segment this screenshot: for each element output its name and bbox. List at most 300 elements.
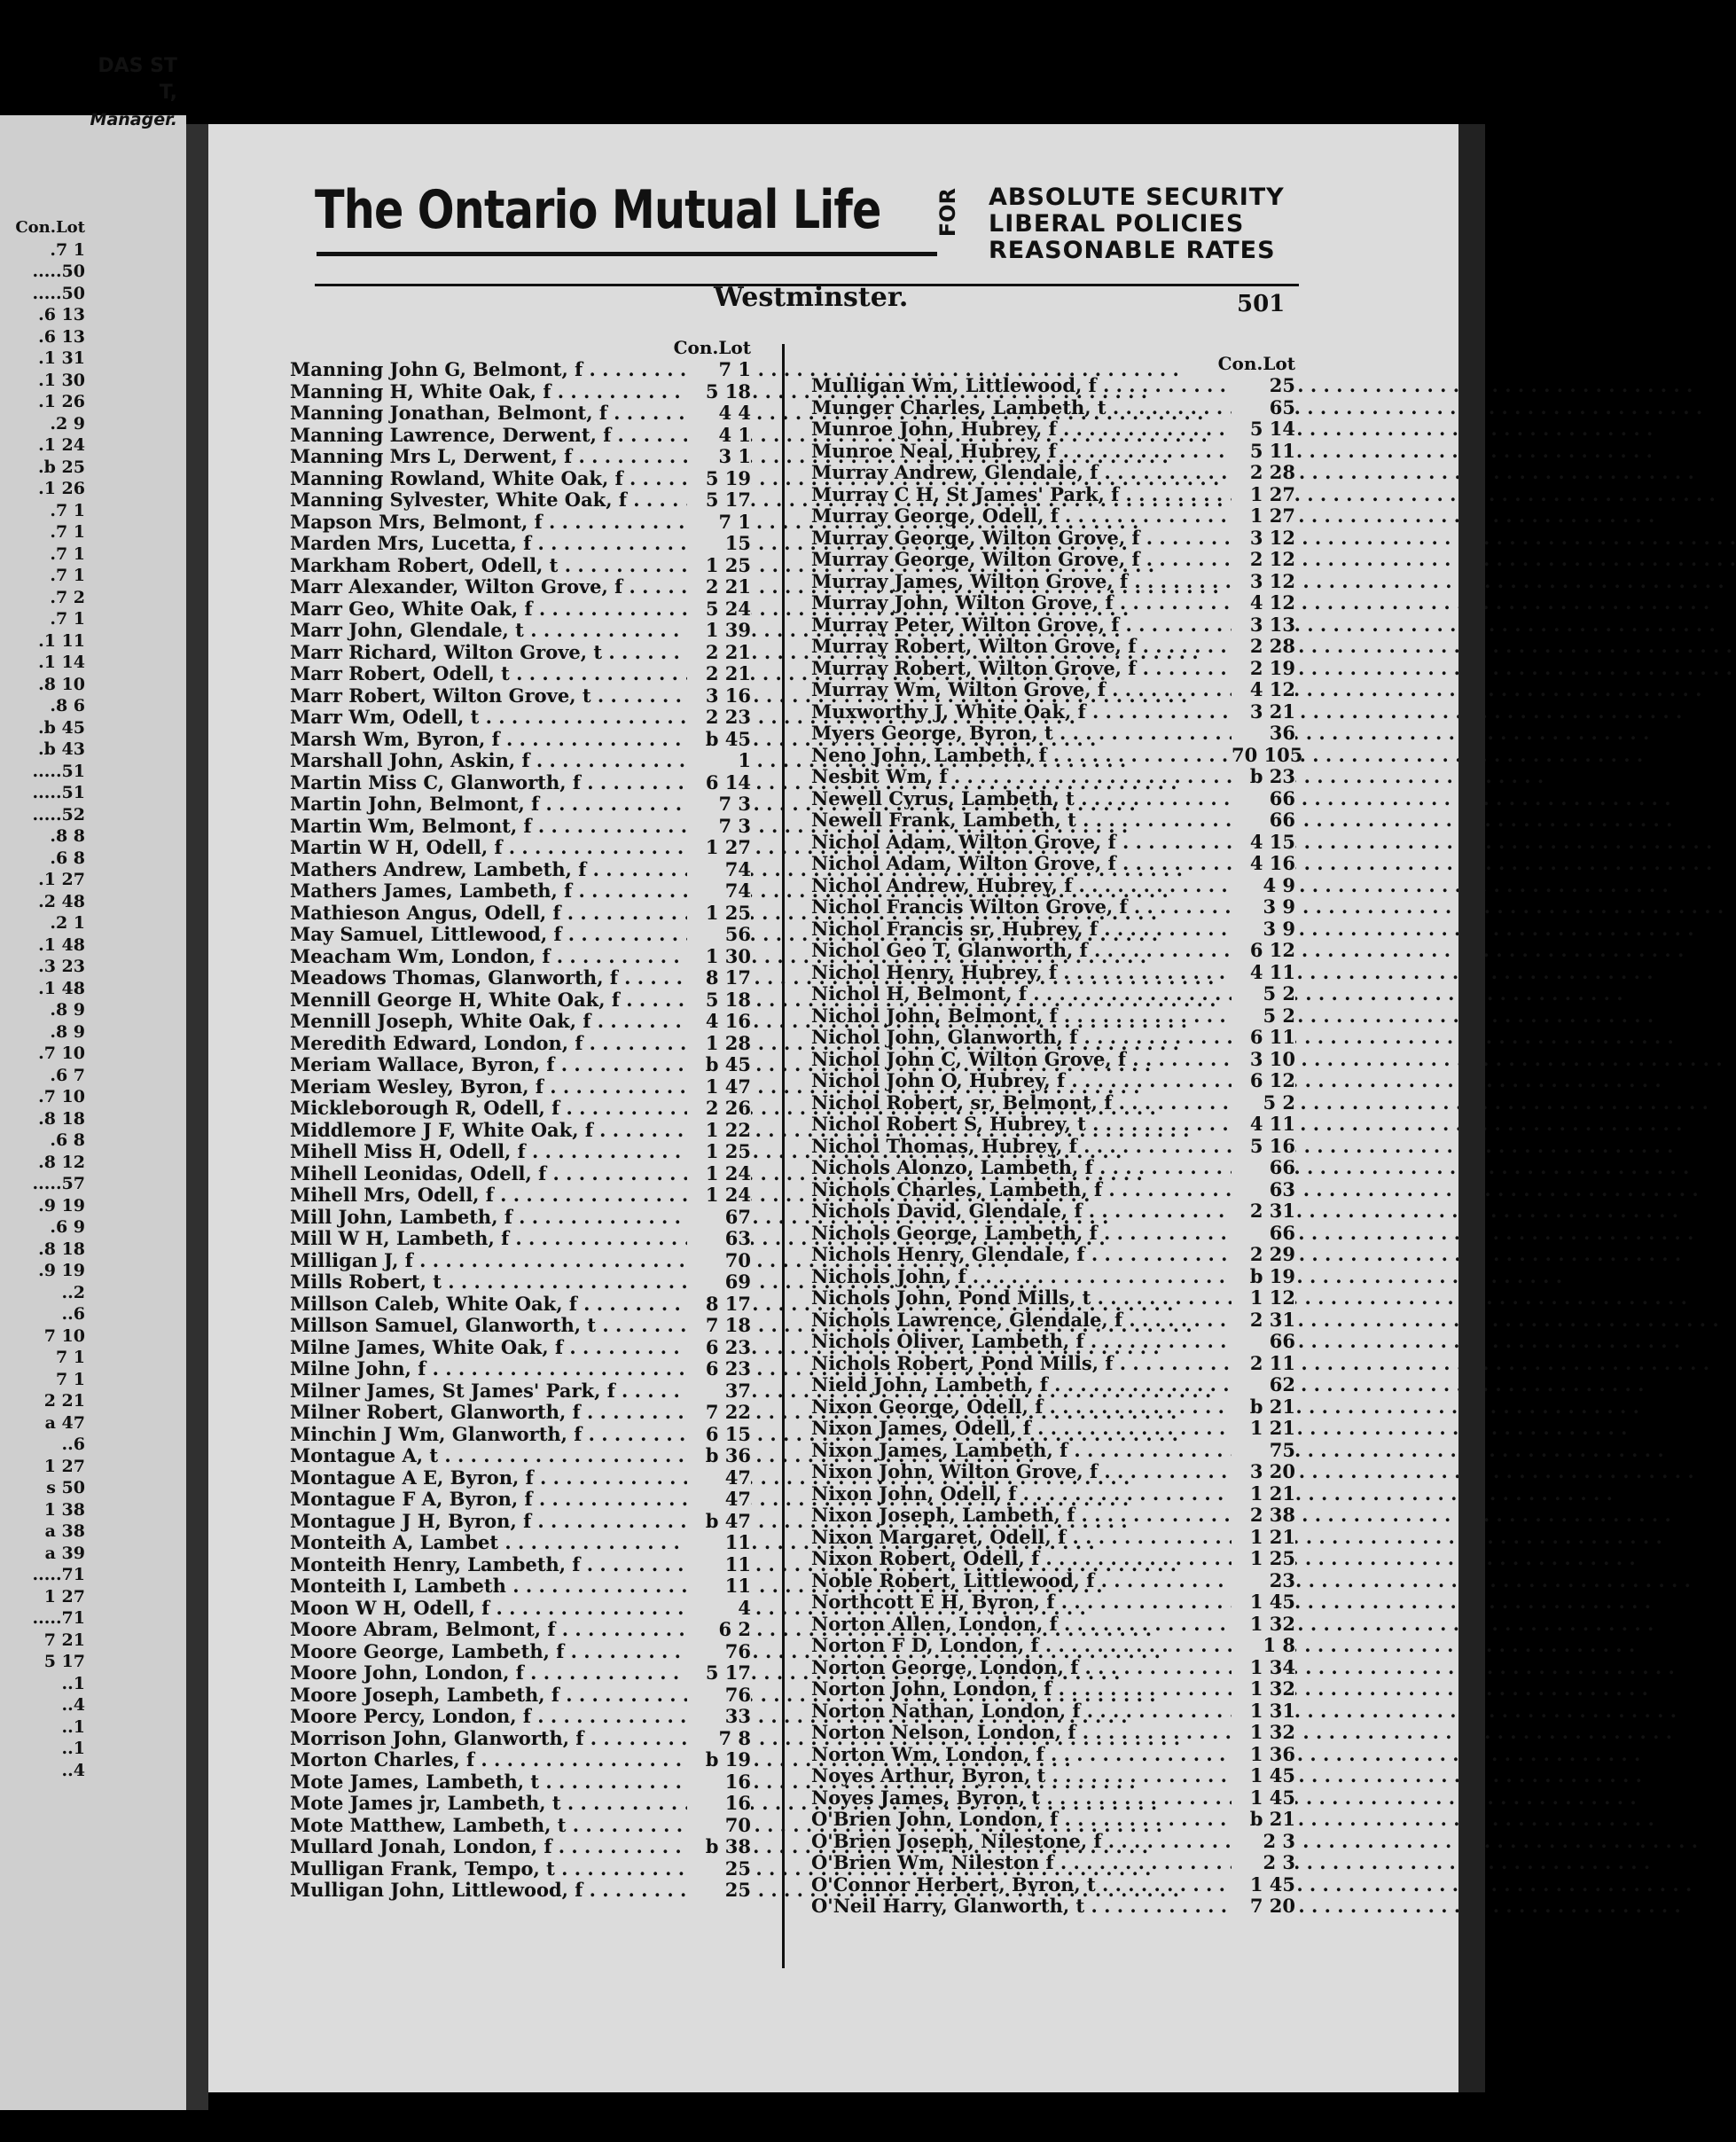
- entry-con-lot: 66: [1232, 1156, 1295, 1178]
- running-title: Westminster.: [714, 282, 909, 313]
- prev-margin-entry: .7 1: [50, 239, 85, 260]
- directory-entry: [811, 1200, 1295, 1221]
- entry-name: Murray Wm, Wilton Grove, f . . .: [811, 678, 1232, 700]
- entry-name: Nixon George, Odell, f . . .: [811, 1395, 1232, 1418]
- entry-con-lot: 1 24: [687, 1184, 751, 1206]
- for-label: FOR: [935, 188, 960, 238]
- entry-name: Manning Rowland, White Oak, f . . .: [290, 467, 687, 489]
- directory-entry: [811, 765, 1295, 786]
- entry-name: Norton Allen, London, f . . .: [811, 1613, 1232, 1635]
- entry-name: Marr Alexander, Wilton Grove, f . . .: [290, 575, 687, 598]
- entry-con-lot: 5 14: [1232, 418, 1295, 440]
- entry-name: Mihell Leonidas, Odell, f . . .: [290, 1162, 687, 1184]
- book-gutter: [186, 124, 208, 2110]
- entry-name: Moore Abram, Belmont, f . . .: [290, 1618, 687, 1640]
- entry-name: Nixon James, Lambeth, f . . .: [811, 1439, 1232, 1461]
- entry-con-lot: 3 21: [1232, 700, 1295, 723]
- entry-con-lot: 1 8: [1232, 1634, 1295, 1656]
- directory-entry: [811, 1721, 1295, 1742]
- directory-entry: [811, 1069, 1295, 1091]
- entry-con-lot: 25: [687, 1857, 751, 1880]
- directory-entry: [290, 1053, 751, 1075]
- entry-name: Mennill George H, White Oak, f . . .: [290, 989, 687, 1011]
- directory-entry: [290, 684, 751, 706]
- entry-name: Montague J H, Byron, f . . .: [290, 1510, 687, 1532]
- prev-margin-entry: 7 10: [43, 1325, 85, 1346]
- directory-entry: [290, 793, 751, 814]
- entry-name: Nixon Robert, Odell, f . . .: [811, 1547, 1232, 1569]
- directory-entry: [290, 1879, 751, 1900]
- entry-con-lot: 7 1: [687, 358, 751, 380]
- entry-con-lot: 16: [687, 1771, 751, 1793]
- directory-entry: [811, 1091, 1295, 1113]
- directory-entry: [811, 1373, 1295, 1395]
- prev-margin-entry: .6 13: [38, 326, 85, 347]
- prev-margin-entry: .7 1: [50, 500, 85, 520]
- directory-entry: [290, 554, 751, 575]
- entry-con-lot: 2 21: [687, 575, 751, 598]
- directory-entry: [811, 1178, 1295, 1200]
- entry-con-lot: 2 3: [1232, 1851, 1295, 1873]
- directory-entry: [811, 1460, 1295, 1481]
- directory-entry: [290, 1336, 751, 1357]
- entry-con-lot: 7 8: [687, 1727, 751, 1749]
- slogan-1: ABSOLUTE SECURITY: [989, 184, 1285, 211]
- entry-con-lot: 67: [687, 1206, 751, 1228]
- directory-entry: [290, 1835, 751, 1857]
- entry-con-lot: 3 12: [1232, 570, 1295, 592]
- previous-page-header: [0, 53, 177, 133]
- entry-con-lot: 8 17: [687, 1293, 751, 1315]
- directory-entry: [290, 1727, 751, 1748]
- entry-name: Milne James, White Oak, f . . .: [290, 1336, 687, 1358]
- prev-margin-entry: .....50: [32, 283, 85, 303]
- directory-entry: [290, 1206, 751, 1227]
- entry-name: Norton F D, London, f . . .: [811, 1634, 1232, 1656]
- prev-margin-entry: 5 17: [43, 1652, 85, 1671]
- prev-margin-entry: 1 27: [43, 1586, 85, 1606]
- entry-name: Mennill Joseph, White Oak, f . . .: [290, 1010, 687, 1032]
- directory-entry: [811, 657, 1295, 678]
- directory-entry: [811, 1808, 1295, 1829]
- entry-name: Nield John, Lambeth, f . . .: [811, 1373, 1232, 1395]
- entry-name: Morton Charles, f . . .: [290, 1748, 687, 1771]
- entry-name: Mulligan Frank, Tempo, t . . .: [290, 1857, 687, 1880]
- entry-con-lot: 11: [687, 1575, 751, 1597]
- directory-entry: [290, 945, 751, 966]
- prev-margin-entry: .8 9: [50, 1021, 85, 1042]
- directory-entry: [811, 1222, 1295, 1243]
- directory-entry: [290, 1270, 751, 1292]
- directory-entry: [290, 1357, 751, 1379]
- directory-entry: [811, 1352, 1295, 1373]
- directory-entry: [290, 1401, 751, 1422]
- entry-con-lot: 7 20: [1232, 1895, 1295, 1917]
- entry-name: Noyes James, Byron, t . . .: [811, 1786, 1232, 1809]
- entry-con-lot: 4 16: [1232, 852, 1295, 874]
- entry-name: Nichol Geo T, Glanworth, f . . .: [811, 939, 1232, 961]
- entry-con-lot: 76: [687, 1640, 751, 1662]
- directory-entry: [290, 358, 751, 379]
- entry-name: Millson Samuel, Glanworth, t . . .: [290, 1314, 687, 1336]
- entry-con-lot: 74: [687, 879, 751, 902]
- entry-name: May Samuel, Littlewood, f . . .: [290, 923, 687, 945]
- entry-con-lot: 2 21: [687, 662, 751, 684]
- directory-entry: [290, 1314, 751, 1335]
- entry-con-lot: 1 25: [687, 1140, 751, 1162]
- prev-margin-entry: .1 48: [38, 934, 85, 955]
- directory-entry: [811, 440, 1295, 461]
- prev-margin-entry: .1 14: [38, 653, 85, 672]
- prev-margin-entry: .8 8: [50, 826, 85, 846]
- directory-entry: [811, 374, 1295, 395]
- directory-entry: [811, 982, 1295, 1004]
- entry-name: Moore John, London, f . . .: [290, 1661, 687, 1684]
- entry-con-lot: 1 25: [1232, 1547, 1295, 1569]
- entry-con-lot: 4 11: [1232, 961, 1295, 983]
- entry-name: Martin Miss C, Glanworth, f . . .: [290, 771, 687, 793]
- prev-margin-entry: ..1: [61, 1739, 85, 1758]
- prev-head-line-3: Manager.: [90, 110, 177, 129]
- prev-margin-entry: .1 11: [38, 630, 85, 651]
- prev-margin-entry: .....57: [32, 1174, 85, 1193]
- directory-entry: [811, 1135, 1295, 1156]
- entry-con-lot: 4 9: [1232, 874, 1295, 896]
- entry-name: Nichol Francis sr, Hubrey, f . . .: [811, 918, 1232, 940]
- directory-entry: [811, 1743, 1295, 1764]
- entry-name: Manning Lawrence, Derwent, f . . .: [290, 424, 687, 446]
- directory-entry: [811, 1786, 1295, 1808]
- directory-entry: [811, 722, 1295, 743]
- entry-name: Nichol Francis Wilton Grove, f . . .: [811, 895, 1232, 918]
- entry-con-lot: 6 23: [687, 1336, 751, 1358]
- entry-name: Middlemore J F, White Oak, f . . .: [290, 1119, 687, 1141]
- directory-entry: [290, 989, 751, 1010]
- entry-con-lot: 6 15: [687, 1423, 751, 1445]
- prev-margin-entry: .1 24: [38, 435, 85, 455]
- entry-name: Nixon John, Wilton Grove, f . . .: [811, 1460, 1232, 1482]
- slogan-list: [989, 184, 1285, 264]
- entry-con-lot: 1 45: [1232, 1591, 1295, 1613]
- entry-con-lot: b 36: [687, 1444, 751, 1466]
- entry-name: Nichol Robert, sr, Belmont, f . . .: [811, 1091, 1232, 1114]
- prev-margin-entry: s 50: [46, 1478, 85, 1497]
- directory-entry: [811, 961, 1295, 982]
- directory-entry: [811, 1504, 1295, 1525]
- entry-con-lot: 63: [1232, 1178, 1295, 1200]
- prev-margin-entry: .6 13: [38, 305, 85, 324]
- entry-con-lot: b 45: [687, 1053, 751, 1075]
- entry-con-lot: 76: [687, 1684, 751, 1706]
- entry-con-lot: 5 2: [1232, 982, 1295, 1005]
- entry-name: Montague A, t . . .: [290, 1444, 687, 1466]
- entry-con-lot: 62: [1232, 1373, 1295, 1395]
- entry-name: Morrison John, Glanworth, f . . .: [290, 1727, 687, 1749]
- entry-name: Mill John, Lambeth, f . . .: [290, 1206, 687, 1228]
- prev-margin-entry: .8 10: [38, 674, 85, 694]
- entry-name: Martin Wm, Belmont, f . . .: [290, 815, 687, 837]
- prev-margin-entry: 2 21: [43, 1391, 85, 1411]
- entry-name: Munger Charles, Lambeth, t . . .: [811, 396, 1232, 418]
- directory-entry: [290, 858, 751, 879]
- directory-entry: [290, 902, 751, 923]
- entry-name: Nichol Adam, Wilton Grove, f . . .: [811, 852, 1232, 874]
- directory-entry: [811, 809, 1295, 830]
- entry-name: Mulligan Wm, Littlewood, f . . .: [811, 374, 1232, 396]
- directory-entry: [811, 570, 1295, 591]
- prev-margin-entry: ..6: [61, 1304, 85, 1324]
- directory-entry: [290, 923, 751, 944]
- entry-con-lot: 6 23: [687, 1357, 751, 1380]
- page-edge-shadow: [1458, 124, 1485, 2092]
- directory-entry: [290, 1162, 751, 1184]
- prev-margin-entry: .8 9: [50, 1000, 85, 1020]
- entry-name: Nichols Alonzo, Lambeth, f . . .: [811, 1156, 1232, 1178]
- directory-entry: [811, 895, 1295, 917]
- directory-entry: [290, 1814, 751, 1835]
- entry-con-lot: b 23: [1232, 765, 1295, 787]
- directory-entry: [290, 380, 751, 402]
- entry-con-lot: 7 22: [687, 1401, 751, 1423]
- directory-entry: [811, 1048, 1295, 1069]
- entry-con-lot: b 47: [687, 1510, 751, 1532]
- directory-entry: [811, 1005, 1295, 1026]
- entry-con-lot: 66: [1232, 809, 1295, 831]
- directory-entry: [290, 1032, 751, 1053]
- entry-con-lot: 1 36: [1232, 1743, 1295, 1765]
- directory-entry: [290, 1705, 751, 1726]
- prev-margin-entry: .b 45: [38, 717, 85, 738]
- entry-con-lot: 69: [687, 1270, 751, 1293]
- entry-con-lot: 66: [1232, 1222, 1295, 1244]
- entry-name: Milligan J, f . . .: [290, 1249, 687, 1271]
- directory-entry: [290, 706, 751, 727]
- directory-entry: [811, 1286, 1295, 1308]
- entry-con-lot: 1 25: [687, 902, 751, 924]
- directory-entry: [811, 1547, 1295, 1568]
- directory-entry: [290, 1661, 751, 1683]
- prev-margin-entry: .2 48: [38, 891, 85, 911]
- directory-entry: [811, 1851, 1295, 1872]
- directory-entry: [290, 1575, 751, 1596]
- prev-margin-entry: .1 27: [38, 870, 85, 889]
- entry-con-lot: 47: [687, 1488, 751, 1510]
- slogan-2: LIBERAL POLICIES: [989, 210, 1245, 238]
- entry-con-lot: 5 18: [687, 380, 751, 403]
- entry-con-lot: 1 28: [687, 1032, 751, 1054]
- entry-con-lot: b 21: [1232, 1395, 1295, 1418]
- prev-margin-entry: a 39: [44, 1543, 85, 1563]
- entry-name: Meriam Wesley, Byron, f . . .: [290, 1075, 687, 1098]
- directory-column-right: [811, 353, 1303, 1993]
- directory-entry: [290, 662, 751, 684]
- directory-entry: [290, 575, 751, 597]
- entry-con-lot: 2 29: [1232, 1243, 1295, 1265]
- entry-name: Marr John, Glendale, t . . .: [290, 619, 687, 641]
- directory-entry: [290, 771, 751, 793]
- entry-name: Mihell Mrs, Odell, f . . .: [290, 1184, 687, 1206]
- entry-name: Munroe John, Hubrey, f . . .: [811, 418, 1232, 440]
- prev-margin-entry: ..4: [61, 1695, 85, 1715]
- prev-margin-entry: .....52: [32, 804, 85, 825]
- entry-name: Munroe Neal, Hubrey, f . . .: [811, 440, 1232, 462]
- directory-entry: [290, 1097, 751, 1118]
- entry-name: Mickleborough R, Odell, f . . .: [290, 1097, 687, 1119]
- entry-name: Murray John, Wilton Grove, f . . .: [811, 591, 1232, 614]
- entry-con-lot: 1 30: [687, 945, 751, 967]
- entry-name: Manning John G, Belmont, f . . .: [290, 358, 687, 380]
- entry-con-lot: 70 105: [1232, 743, 1303, 766]
- entry-name: Mathers Andrew, Lambeth, f . . .: [290, 858, 687, 880]
- directory-entry: [811, 1395, 1295, 1417]
- prev-margin-entry: .6 9: [50, 1217, 85, 1237]
- directory-entry: [811, 483, 1295, 504]
- entry-name: Nesbit Wm, f . . .: [811, 765, 1232, 787]
- directory-entry: [290, 728, 751, 749]
- prev-margin-entry: a 47: [44, 1412, 85, 1433]
- prev-margin-entry: .....51: [32, 783, 85, 802]
- directory-entry: [811, 1526, 1295, 1547]
- entry-con-lot: 2 11: [1232, 1352, 1295, 1374]
- prev-margin-entry: ..4: [61, 1760, 85, 1780]
- entry-con-lot: 2 19: [1232, 657, 1295, 679]
- entry-con-lot: 5 2: [1232, 1091, 1295, 1114]
- entry-name: Nichol John, Glanworth, f . . .: [811, 1026, 1232, 1048]
- directory-entry: [811, 1113, 1295, 1134]
- directory-entry: [811, 1156, 1295, 1177]
- directory-entry: [290, 598, 751, 619]
- entry-name: Nichol Adam, Wilton Grove, f . . .: [811, 831, 1232, 853]
- directory-entry: [811, 527, 1295, 548]
- prev-margin-entry: .8 18: [38, 1239, 85, 1259]
- directory-entry: [290, 489, 751, 510]
- entry-name: Muxworthy J, White Oak, f . . .: [811, 700, 1232, 723]
- prev-margin-entry: .9 19: [38, 1261, 85, 1280]
- entry-con-lot: 1 27: [687, 836, 751, 858]
- directory-entry: [811, 1482, 1295, 1504]
- entry-con-lot: 8 17: [687, 966, 751, 989]
- entry-con-lot: 15: [687, 532, 751, 554]
- entry-name: Newell Cyrus, Lambeth, t . . .: [811, 787, 1232, 809]
- directory-entry: [811, 1243, 1295, 1264]
- entry-name: Mathieson Angus, Odell, f . . .: [290, 902, 687, 924]
- entry-name: Mihell Miss H, Odell, f . . .: [290, 1140, 687, 1162]
- entry-con-lot: 1 24: [687, 1162, 751, 1184]
- directory-entry: [811, 635, 1295, 656]
- directory-entry: [290, 424, 751, 445]
- directory-entry: [290, 1597, 751, 1618]
- directory-entry: [290, 1488, 751, 1509]
- directory-entry: [811, 1895, 1295, 1916]
- entry-con-lot: 1 45: [1232, 1764, 1295, 1786]
- entry-name: Milner Robert, Glanworth, f . . .: [290, 1401, 687, 1423]
- entry-con-lot: 25: [687, 1879, 751, 1901]
- directory-entry: [290, 1531, 751, 1552]
- entry-name: Nixon James, Odell, f . . .: [811, 1417, 1232, 1439]
- directory-entry: [290, 1857, 751, 1879]
- prev-margin-entry: .8 18: [38, 1108, 85, 1129]
- entry-con-lot: 70: [687, 1249, 751, 1271]
- directory-entry: [290, 1075, 751, 1097]
- entry-name: Nichol Thomas, Hubrey, f . . .: [811, 1135, 1232, 1157]
- entry-name: Marr Wm, Odell, t . . .: [290, 706, 687, 728]
- entry-con-lot: 4 1: [687, 424, 751, 446]
- directory-entry: [290, 879, 751, 901]
- entry-con-lot: 37: [687, 1380, 751, 1402]
- entry-con-lot: 16: [687, 1792, 751, 1814]
- prev-margin-entry: .....51: [32, 761, 85, 781]
- entry-name: Mullard Jonah, London, f . . .: [290, 1835, 687, 1857]
- entry-con-lot: 7 18: [687, 1314, 751, 1336]
- prev-margin-entry: ..6: [61, 1435, 85, 1454]
- prev-margin-entry: .6 7: [50, 1065, 85, 1085]
- entry-name: Murray Andrew, Glendale, f . . .: [811, 461, 1232, 483]
- directory-entry: [811, 787, 1295, 809]
- entry-con-lot: 1: [687, 749, 751, 771]
- directory-entry: [811, 678, 1295, 700]
- directory-entry: [811, 1265, 1295, 1286]
- directory-entry: [811, 1613, 1295, 1634]
- entry-name: Marshall John, Askin, f . . .: [290, 749, 687, 771]
- directory-entry: [811, 591, 1295, 613]
- entry-con-lot: b 21: [1232, 1808, 1295, 1830]
- entry-con-lot: 5 24: [687, 598, 751, 620]
- directory-entry: [811, 1873, 1295, 1895]
- entry-name: Nichol John O, Hubrey, f . . .: [811, 1069, 1232, 1091]
- entry-name: Murray George, Wilton Grove, f . . .: [811, 548, 1232, 570]
- entry-con-lot: 4 11: [1232, 1113, 1295, 1135]
- entry-name: Mulligan John, Littlewood, f . . .: [290, 1879, 687, 1901]
- entry-con-lot: 65: [1232, 396, 1295, 418]
- prev-margin-entry: 7 21: [43, 1630, 85, 1650]
- entry-con-lot: 36: [1232, 722, 1295, 744]
- directory-entry: [811, 1439, 1295, 1460]
- entry-name: Meriam Wallace, Byron, f . . .: [290, 1053, 687, 1075]
- directory-entry: [290, 749, 751, 770]
- prev-margin-entry: .b 25: [38, 457, 85, 477]
- directory-column-left: [290, 337, 751, 1977]
- entry-name: Markham Robert, Odell, t . . .: [290, 554, 687, 576]
- entry-con-lot: 5 17: [687, 489, 751, 511]
- directory-entry: [811, 1309, 1295, 1330]
- directory-entry: [290, 1792, 751, 1813]
- entry-con-lot: 70: [687, 1814, 751, 1836]
- directory-entry: [290, 641, 751, 662]
- entry-con-lot: 5 16: [1232, 1135, 1295, 1157]
- prev-margin-entry: 7 1: [55, 1369, 85, 1389]
- prev-margin-entry: .7 2: [50, 587, 85, 607]
- advertisement-banner: [315, 179, 1290, 268]
- entry-con-lot: 2 3: [1232, 1830, 1295, 1852]
- directory-entry: [811, 548, 1295, 569]
- entry-con-lot: 1 32: [1232, 1721, 1295, 1743]
- entry-con-lot: b 19: [687, 1748, 751, 1771]
- prev-head-line-2: T,: [159, 82, 177, 104]
- entry-con-lot: 1 21: [1232, 1417, 1295, 1439]
- entry-name: Newell Frank, Lambeth, t . . .: [811, 809, 1232, 831]
- entry-con-lot: 1 39: [687, 619, 751, 641]
- entry-name: Marr Geo, White Oak, f . . .: [290, 598, 687, 620]
- entry-con-lot: 1 31: [1232, 1700, 1295, 1722]
- directory-entry: [811, 1591, 1295, 1612]
- entry-name: Murray C H, St James' Park, f . . .: [811, 483, 1232, 505]
- directory-entry: [290, 1227, 751, 1248]
- prev-margin-entry: .1 31: [38, 348, 85, 368]
- column-divider: [782, 344, 785, 1968]
- entry-con-lot: 56: [687, 923, 751, 945]
- entry-name: Montague A E, Byron, f . . .: [290, 1466, 687, 1489]
- entry-con-lot: 7 3: [687, 793, 751, 815]
